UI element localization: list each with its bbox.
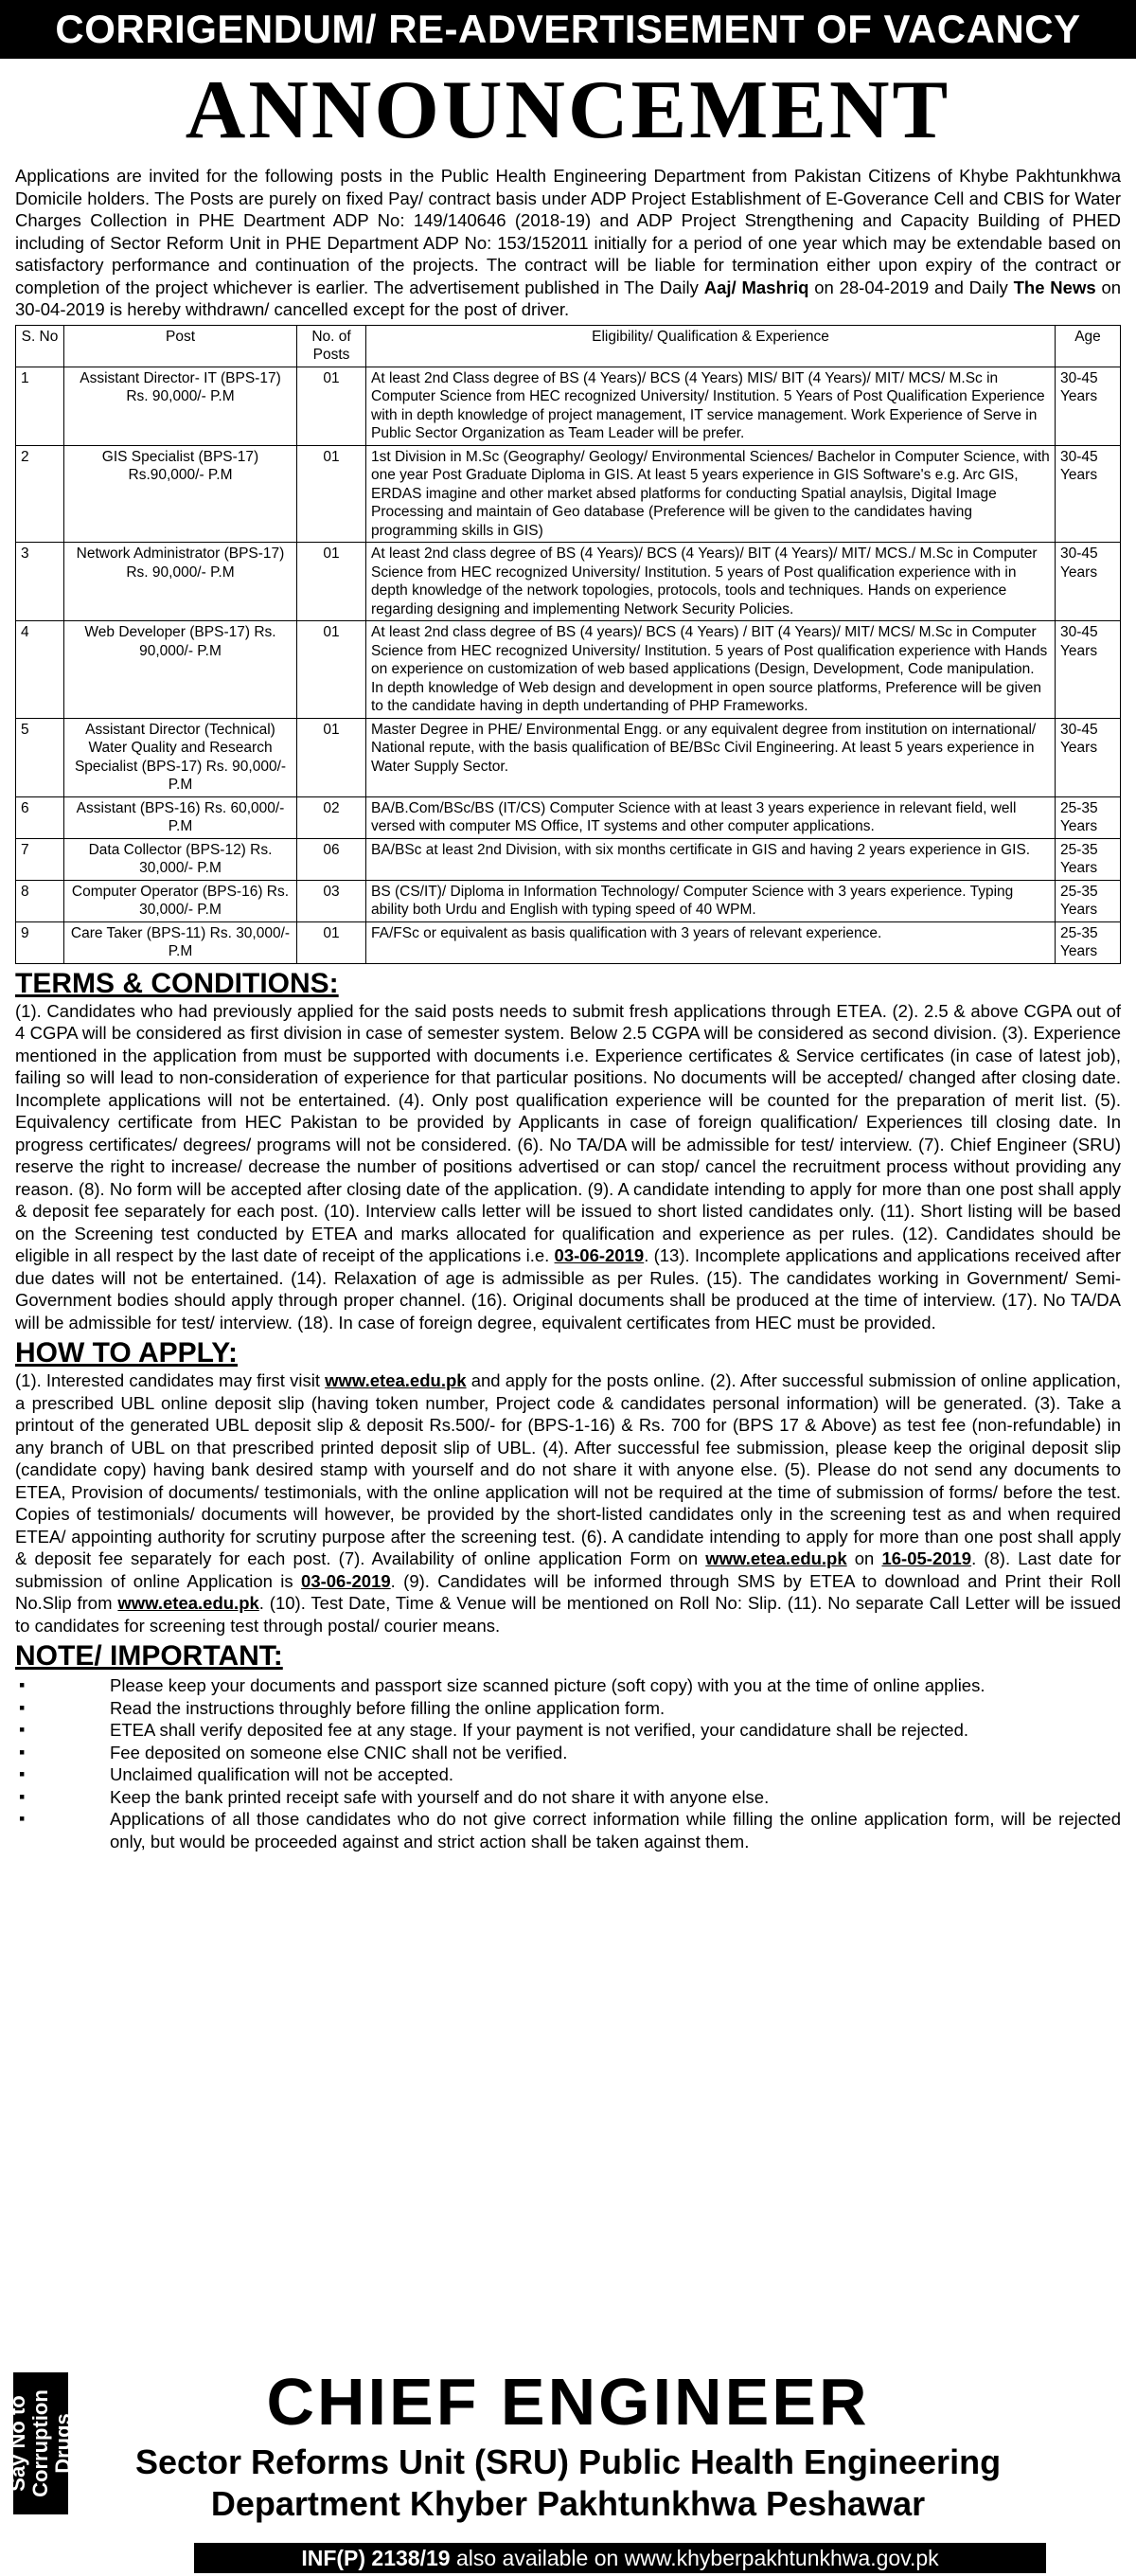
cell-age: 30-45 Years — [1056, 445, 1121, 543]
list-item: ▪ Fee deposited on someone else CNIC shall not be verified. — [110, 1742, 1121, 1764]
terms-paragraph — [15, 1000, 1121, 1334]
cell-age: 25-35 Years — [1056, 796, 1121, 838]
table-row — [16, 921, 1121, 963]
cell-num-posts: 06 — [297, 838, 366, 880]
vacancy-table — [15, 325, 1121, 964]
intro-text-2: on 28-04-2019 and Daily — [808, 277, 1014, 297]
list-item: ▪ ETEA shall verify deposited fee at any stage. If your payment is not verified, your candidature shall be rejected. — [110, 1719, 1121, 1742]
cell-post: Care Taker (BPS-11) Rs. 30,000/- P.M — [64, 921, 297, 963]
cell-sno: 1 — [16, 367, 64, 445]
table-row — [16, 445, 1121, 543]
cell-post: Computer Operator (BPS-16) Rs. 30,000/- P.M — [64, 880, 297, 921]
list-item: ▪ Keep the bank printed receipt safe with yourself and do not share it with anyone else. — [110, 1786, 1121, 1809]
table-row — [16, 621, 1121, 719]
cell-sno: 2 — [16, 445, 64, 543]
cell-age: 30-45 Years — [1056, 718, 1121, 796]
header-num-posts: No. of Posts — [297, 325, 366, 367]
table-row — [16, 838, 1121, 880]
cell-age: 30-45 Years — [1056, 367, 1121, 445]
cell-age: 30-45 Years — [1056, 621, 1121, 719]
list-item: ▪ Read the instructions throughly before filling the online application form. — [110, 1697, 1121, 1720]
cell-sno: 6 — [16, 796, 64, 838]
cell-num-posts: 01 — [297, 445, 366, 543]
cell-eligibility: 1st Division in M.Sc (Geography/ Geology/ Environmental Sciences/ Bachelor in Computer Science, with one year Post Graduate Diploma in GIS. At least 5 years experience in GIS Software's e.g. Arc GIS, ERDAS imagine and other market absed platforms for conducting Spatial anaylsis, Digital Image Processing and maintain of Geo database (Preference will be given to the candidates having programming skills in GIS) — [366, 445, 1056, 543]
cell-age: 25-35 Years — [1056, 921, 1121, 963]
cell-age: 30-45 Years — [1056, 543, 1121, 621]
inf-code: INF(P) 2138/19 — [301, 2546, 451, 2570]
cell-sno: 9 — [16, 921, 64, 963]
cell-num-posts: 02 — [297, 796, 366, 838]
announcement-title: ANNOUNCEMENT — [185, 64, 951, 156]
cell-eligibility: At least 2nd class degree of BS (4 Years)/ BCS (4 Years)/ BIT (4 Years)/ MIT/ MCS./ M.Sc in Computer Science from HEC recognized University/ Institution. 5 years of Post qualification experience with in depth knowledge of the network topologies, protocols, tools and techniques. Hands on experience regarding designing and implementing Network Security Policies. — [366, 543, 1056, 621]
stamp-line-2: Corruption — [28, 2389, 52, 2497]
how-to-apply-heading: HOW TO APPLY: — [15, 1337, 239, 1368]
notes-list — [15, 1674, 1121, 1852]
form-available-date: 16-05-2019 — [881, 1548, 972, 1568]
cell-age: 25-35 Years — [1056, 838, 1121, 880]
cell-sno: 4 — [16, 621, 64, 719]
cell-post: Assistant Director- IT (BPS-17) Rs. 90,000/- P.M — [64, 367, 297, 445]
notes-heading: NOTE/ IMPORTANT: — [15, 1640, 283, 1672]
inf-availability: also available on www.khyberpakhtunkhwa.gov.pk — [450, 2546, 939, 2570]
intro-newspaper-news: The News — [1013, 277, 1096, 297]
cell-sno: 7 — [16, 838, 64, 880]
terms-text-b: . (13). Incomplete applications and applications received after due dates will not be entertained. (14). Relaxation of age is admissible as per Rules. (15). The candidates working in Government/ Semi-Government bodies should apply through proper channel. (16). Original documents shall be produced at the time of interview. (17). No TA/DA will be admissible for test/ interview. (18). In case of foreign degree, equivalent certificates from HEC must be provided. — [15, 1245, 1121, 1333]
how-text-3: on — [846, 1548, 882, 1568]
intro-text-3: on 30-04-2019 is hereby withdrawn/ cancelled except for the post of driver. — [15, 277, 1122, 319]
intro-newspaper-aaj: Aaj/ Mashriq — [703, 277, 809, 297]
cell-post: Assistant (BPS-16) Rs. 60,000/- P.M — [64, 796, 297, 838]
table-row — [16, 718, 1121, 796]
table-row — [16, 367, 1121, 445]
cell-post: Network Administrator (BPS-17) Rs. 90,000/- P.M — [64, 543, 297, 621]
terms-heading: TERMS & CONDITIONS: — [15, 967, 339, 999]
cell-eligibility: At least 2nd class degree of BS (4 years)/ BCS (4 Years) / BIT (4 Years)/ MIT/ MCS/ M.Sc in Computer Science from HEC recognized University/ Institution. 5 years of Post qualification experience with Hands on experience on customization of web based applications (Design, Development, Code manipulation. In depth knowledge of Web design and development in open source platforms, Preference will be given to the candidate having in depth undertanding of PHP Frameworks. — [366, 621, 1056, 719]
cell-num-posts: 01 — [297, 367, 366, 445]
how-text-6: . (10). Test Date, Time & Venue will be mentioned on Roll No: Slip. (11). No separate Call Letter will be issued to candidates for screening test through postal/ courier means. — [15, 1593, 1121, 1636]
how-to-apply-paragraph — [15, 1369, 1121, 1637]
office-line-1: Sector Reforms Unit (SRU) Public Health Engineering — [134, 2442, 1002, 2481]
corrigendum-banner: CORRIGENDUM/ RE-ADVERTISEMENT OF VACANCY — [0, 0, 1136, 59]
etea-link-2[interactable]: www.etea.edu.pk — [705, 1548, 847, 1568]
how-text-4: . (8). Last date for submission of online Application is — [15, 1548, 1122, 1591]
chief-engineer-title: CHIEF ENGINEER — [266, 2365, 870, 2439]
cell-num-posts: 01 — [297, 621, 366, 719]
cell-age: 25-35 Years — [1056, 880, 1121, 921]
signature-block — [0, 2363, 1136, 2543]
header-eligibility: Eligibility/ Qualification & Experience — [366, 325, 1056, 367]
how-text-2: and apply for the posts online. (2). After successful submission of online application, a prescribed UBL online deposit slip (having token number, Project code & candidates personal information) will be generated. (3). Take a printout of the generated UBL deposit slip & deposit Rs.500/- for (BPS-1-16) & Rs. 700 for (BPS 17 & Above) as test fee (non-refundable) in any branch of UBL on that prescribed printed deposit slip of UBL. (4). After successful fee submission, please keep the original deposit slip (candidate copy) having bank desired stamp with yourself and do not share it with anyone else. (5). Please do not send any documents to ETEA, Provision of documents/ testimonials, with the online application will not be required at the time of submission of forms/ before the test. Copies of testimonials/ documents will however, be provided by the short-listed candidates only in the screening test as and when required ETEA/ appointing authority for scrutiny purpose after the screening test. (6). A candidate intending to apply for more than one post shall apply & deposit fee separately for each post. (7). Availability of online application Form on — [15, 1370, 1121, 1568]
header-sno: S. No — [16, 325, 64, 367]
office-line-2: Department Khyber Pakhtunkhwa Peshawar — [210, 2484, 926, 2523]
list-item: ▪ Unclaimed qualification will not be accepted. — [110, 1763, 1121, 1786]
cell-post: Data Collector (BPS-12) Rs. 30,000/- P.M — [64, 838, 297, 880]
cell-num-posts: 03 — [297, 880, 366, 921]
terms-last-date: 03-06-2019 — [554, 1245, 645, 1265]
table-row — [16, 880, 1121, 921]
etea-link-3[interactable]: www.etea.edu.pk — [117, 1593, 259, 1613]
cell-sno: 8 — [16, 880, 64, 921]
cell-num-posts: 01 — [297, 718, 366, 796]
inf-reference-bar — [194, 2543, 1046, 2573]
list-item: ▪ Applications of all those candidates who do not give correct information while filling the online application form, will be rejected only, but would be proceeded against and strict action shall be taken against them. — [110, 1808, 1121, 1852]
cell-num-posts: 01 — [297, 921, 366, 963]
cell-post: Web Developer (BPS-17) Rs. 90,000/- P.M — [64, 621, 297, 719]
list-item: ▪ Please keep your documents and passport size scanned picture (soft copy) with you at the time of online applies. — [110, 1674, 1121, 1697]
how-text-1: (1). Interested candidates may first visit — [15, 1370, 326, 1390]
terms-text-a: (1). Candidates who had previously applied for the said posts needs to submit fresh applications through ETEA. (2). 2.5 & above CGPA out of 4 CGPA will be considered as first division in case of semester system. Below 2.5 CGPA will be considered as second division. (3). Experience mentioned in the application from must be supported with documents i.e. Experience certificates & Service certificates (in case of latest job), failing so will lead to non-consideration of experience for that particular positions. No documents will be accepted/ changed after closing date. Incomplete applications will not be entertained. (4). Only post qualification experience will be counted for the preparation of merit list. (5). Equivalency certificate from HEC Pakistan to be provided by Applicants in case of foreign qualification/ Experiences till closing date. In progress certificates/ degrees/ programs will not be considered. (6). No TA/DA will be admissible for test/ interview. (7). Chief Engineer (SRU) reserve the right to increase/ decrease the number of positions advertised or can stop/ cancel the recruitment process without providing any reason. (8). No form will be accepted after closing date of the application. (9). A candidate intending to apply for more than one post shall apply & deposit fee separately for each post. (10). Interview calls letter will be issued to short listed candidates only. (11). Short listing will be based on the Screening test conducted by ETEA and marks allocated for qualification and experience as per rules. (12). Candidates should be eligible in all respect by the last date of receipt of the applications i.e. — [15, 1000, 1121, 1265]
header-age: Age — [1056, 325, 1121, 367]
submission-last-date: 03-06-2019 — [301, 1570, 391, 1591]
intro-paragraph — [15, 165, 1121, 321]
cell-eligibility: BS (CS/IT)/ Diploma in Information Technology/ Computer Science with 3 years experience. Typing ability both Urdu and English with typing speed of 40 WPM. — [366, 880, 1056, 921]
cell-eligibility: BA/BSc at least 2nd Division, with six months certificate in GIS and having 2 years experience in GIS. — [366, 838, 1056, 880]
cell-eligibility: FA/FSc or equivalent as basis qualification with 3 years of relevant experience. — [366, 921, 1056, 963]
cell-sno: 5 — [16, 718, 64, 796]
how-text-5: . (9). Candidates will be informed through SMS by ETEA to download and Print their Roll No.Slip from — [15, 1570, 1121, 1613]
header-post: Post — [64, 325, 297, 367]
table-header-row — [16, 325, 1121, 367]
table-row — [16, 543, 1121, 621]
cell-post: GIS Specialist (BPS-17) Rs.90,000/- P.M — [64, 445, 297, 543]
cell-eligibility: BA/B.Com/BSc/BS (IT/CS) Computer Science with at least 3 years experience in relevant field, well versed with computer MS Office, IT systems and other computer applications. — [366, 796, 1056, 838]
etea-link-1[interactable]: www.etea.edu.pk — [325, 1370, 467, 1390]
stamp-line-1: Say No to — [6, 2395, 29, 2492]
cell-sno: 3 — [16, 543, 64, 621]
intro-text-1: Applications are invited for the following posts in the Public Health Engineering Department from Pakistan Citizens of Khybe Pakhtunkhwa Domicile holders. The Posts are purely on fixed Pay/ contract basis under ADP Project Establishment of E-Goverance Cell and CBIS for Water Charges Collection in PHE Deartment ADP No: 149/140646 (2018-19) and ADP Project Strengthening and Capacity Building of PHED including of Sector Reform Unit in PHE Department ADP No: 153/152011 initially for a period of one year which may be extendable based on satisfactory performance and continuation of the projects. The contract will be liable for termination either upon expiry of the contract or completion of the project whichever is earlier. The advertisement published in The Daily — [15, 166, 1121, 297]
cell-post: Assistant Director (Technical) Water Quality and Research Specialist (BPS-17) Rs. 90,000/- P.M — [64, 718, 297, 796]
cell-num-posts: 01 — [297, 543, 366, 621]
cell-eligibility: At least 2nd Class degree of BS (4 Years)/ BCS (4 Years) MIS/ BIT (4 Years)/ MIT/ MCS/ M.Sc in Computer Science from HEC recognized University/ Institution. 5 Years of Post Qualification Experience with in depth knowledge of project management, IT service management. Work Experience of Serve in Public Sector Organization as Team Leader will be prefer. — [366, 367, 1056, 445]
cell-eligibility: Master Degree in PHE/ Environmental Engg. or any equivalent degree from institution on international/ National repute, with the basis qualification of BE/BSc Civil Engineering. At least 5 years experience in Water Supply Sector. — [366, 718, 1056, 796]
table-row — [16, 796, 1121, 838]
stamp-line-3: Drugs — [51, 2413, 75, 2474]
